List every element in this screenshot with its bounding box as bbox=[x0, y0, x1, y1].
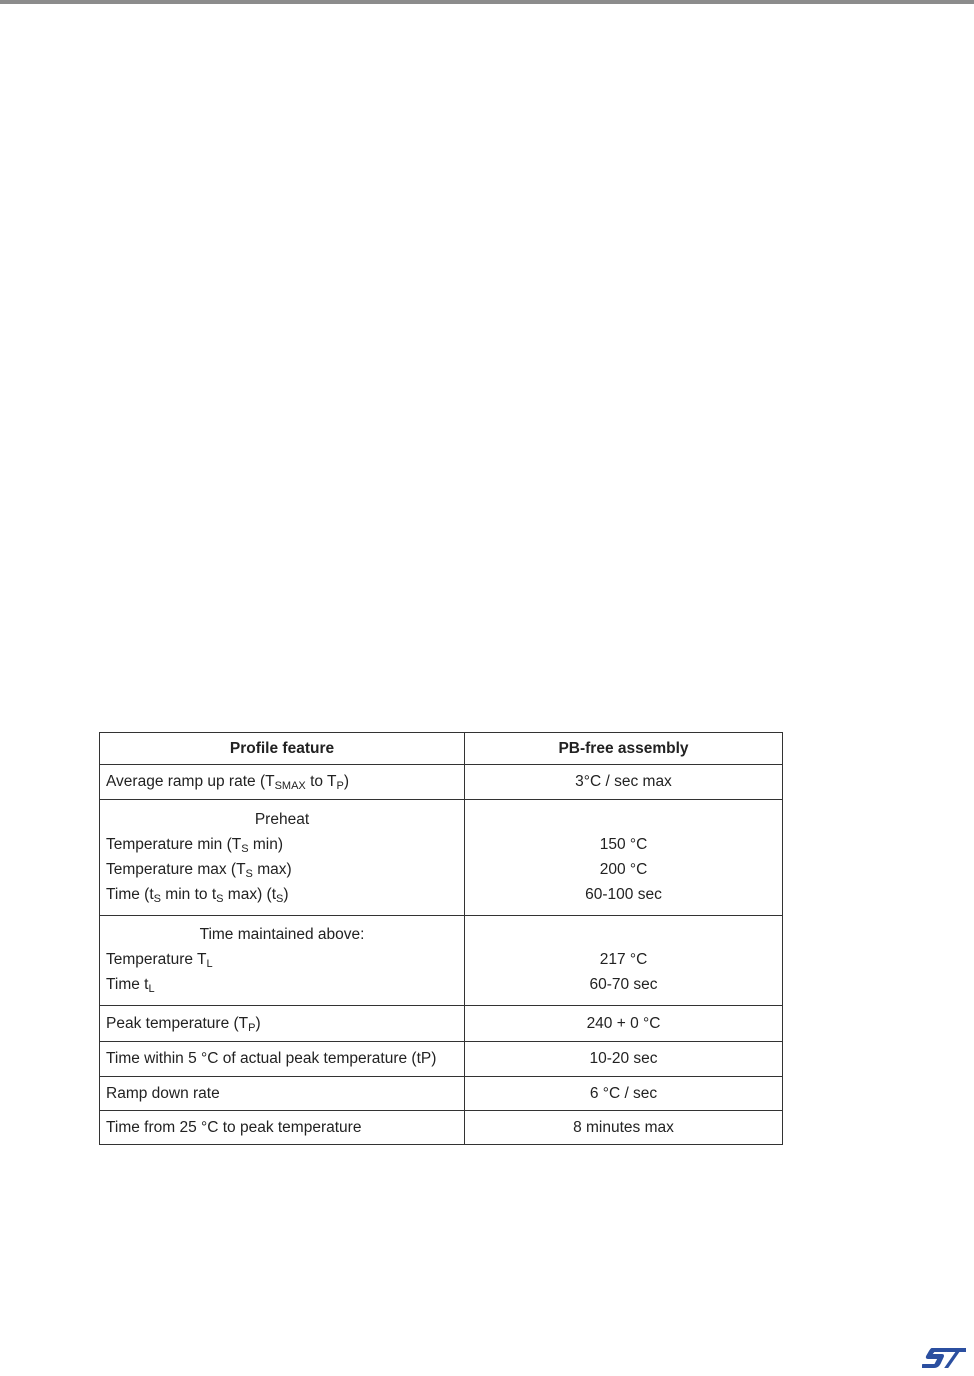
time-within-peak-label: Time within 5 °C of actual peak temperature (tP) bbox=[100, 1042, 465, 1077]
preheat-temperature-min-label: Temperature $\min (T_S$ min) bbox=[106, 835, 284, 855]
time-above-values bbox=[465, 916, 783, 1006]
preheat-labels bbox=[100, 800, 465, 916]
reflow-profile-table bbox=[99, 732, 783, 1145]
page-top-rule bbox=[0, 0, 974, 4]
preheat-values bbox=[465, 800, 783, 916]
table-row bbox=[100, 1042, 783, 1077]
preheat-temperature-max-label: Temperature $\max (T_S$ max) bbox=[106, 860, 292, 880]
column-header-pb-free-assembly: PB-free assembly bbox=[465, 733, 783, 765]
ramp-down-rate-label: Ramp down rate bbox=[100, 1077, 465, 1111]
time-within-peak-value: 10-20 sec bbox=[465, 1042, 783, 1077]
time-above-labels bbox=[100, 916, 465, 1006]
preheat-heading: Preheat bbox=[254, 810, 310, 828]
ramp-up-rate-label: Average ramp up rate ($T_{SMAX}$ to $T_P$) bbox=[100, 765, 465, 800]
liquidus-temperature-label: Temperature $T_L$ bbox=[106, 951, 213, 970]
preheat-time-label: Time ($t_S$ min to $t_S$ max) $(t_S)$ bbox=[106, 885, 289, 905]
liquidus-time-value: 60-70 sec bbox=[589, 976, 658, 993]
st-logo-s-shape bbox=[922, 1348, 950, 1368]
table-row bbox=[100, 1111, 783, 1145]
table-row bbox=[100, 765, 783, 800]
peak-temperature-value: 240 + 0 °C bbox=[465, 1006, 783, 1042]
st-logo bbox=[922, 1347, 966, 1369]
liquidus-time-label: Time $t_L$ bbox=[106, 976, 155, 995]
time-to-peak-value: 8 minutes max bbox=[465, 1111, 783, 1145]
table-row bbox=[100, 1077, 783, 1111]
ramp-up-rate-value: 3°C / sec max bbox=[465, 765, 783, 800]
table-header-row bbox=[100, 733, 783, 765]
column-header-profile-feature: Profile feature bbox=[100, 733, 465, 765]
liquidus-temperature-value: 217 °C bbox=[599, 951, 648, 968]
peak-temperature-label: Peak temperature $(T_P)$ bbox=[100, 1006, 465, 1042]
preheat-temperature-min-value: 150 °C bbox=[599, 835, 648, 853]
time-to-peak-label: Time from 25 °C to peak temperature bbox=[100, 1111, 465, 1145]
ramp-down-rate-value: 6 °C / sec bbox=[465, 1077, 783, 1111]
preheat-time-value: 60-100 sec bbox=[585, 885, 662, 903]
time-above-heading: Time maintained above: bbox=[199, 926, 365, 943]
table-row bbox=[100, 916, 783, 1006]
table-row bbox=[100, 800, 783, 916]
table-row bbox=[100, 1006, 783, 1042]
preheat-temperature-max-value: 200 °C bbox=[599, 860, 648, 878]
